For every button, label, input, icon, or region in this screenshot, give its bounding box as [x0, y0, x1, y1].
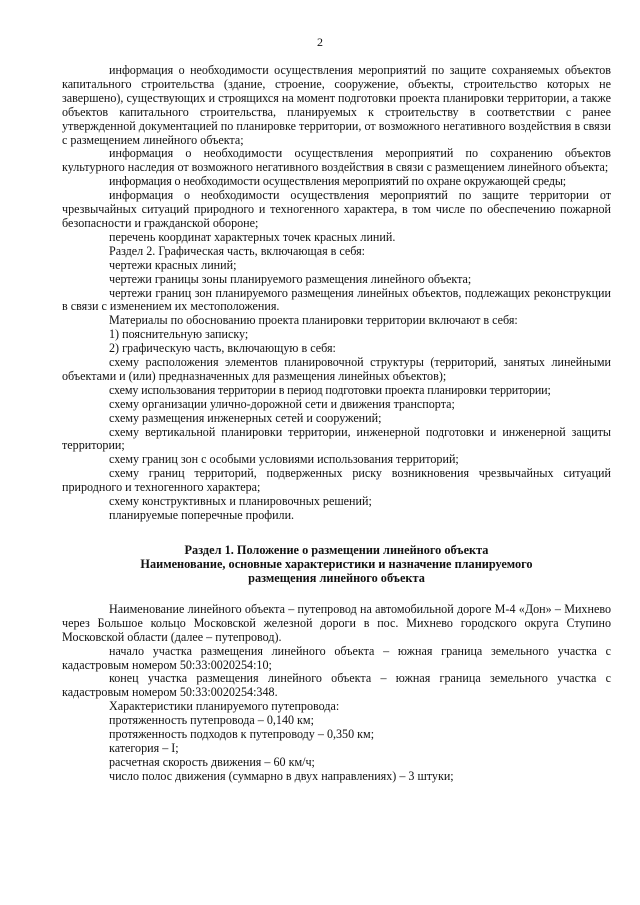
paragraph: информация о необходимости осуществления мероприятий по защите сохраняемых объектов капитального строительства (здание, строение, сооружение, объекты, строительство которых не завершено), существующих и строящихся на момент подготовки проекта планировки территории, а также объектов капитального строительства, планируемых к строительству в соответствии с ранее утвержденной документацией по планировке территории, от возможного негативного воздействия в связи с размещением линейного объекта; — [62, 63, 611, 147]
paragraph: протяженность подходов к путепроводу – 0,350 км; — [109, 727, 375, 742]
paragraph: конец участка размещения линейного объекта – южная граница земельного участка с кадастровым номером 50:33:0020254:348. — [62, 671, 611, 700]
document-body — [62, 64, 611, 784]
paragraph: число полос движения (суммарно в двух направлениях) – 3 штуки; — [109, 768, 454, 783]
section-subheading: Наименование, основные характеристики и назначение планируемого — [140, 556, 533, 571]
paragraph: Раздел 2. Графическая часть, включающая в себя: — [109, 243, 366, 258]
paragraph: информация о необходимости осуществления мероприятий по защите территории от чрезвычайных ситуаций природного и техногенного характера, в том числе по обеспечению пожарной безопасности и гражданской обороне; — [62, 188, 611, 230]
page-number: 2 — [317, 35, 323, 49]
paragraph: схему размещения инженерных сетей и сооружений; — [109, 410, 382, 425]
paragraph: Материалы по обоснованию проекта планировки территории включают в себя: — [109, 313, 518, 328]
paragraph: чертежи границ зон планируемого размещения линейных объектов, подлежащих реконструкции в связи с изменением их местоположения. — [62, 285, 611, 314]
section-heading: Раздел 1. Положение о размещении линейного объекта — [184, 542, 489, 557]
paragraph: начало участка размещения линейного объекта – южная граница земельного участка с кадастровым номером 50:33:0020254:10; — [62, 643, 611, 672]
paragraph: информация о необходимости осуществления мероприятий по охране окружающей среды; — [109, 174, 567, 189]
paragraph: схему организации улично-дорожной сети и движения транспорта; — [109, 396, 455, 411]
section-subheading: размещения линейного объекта — [248, 570, 425, 585]
paragraph: схему конструктивных и планировочных решений; — [109, 494, 372, 509]
paragraph: Характеристики планируемого путепровода: — [109, 699, 340, 714]
paragraph: информация о необходимости осуществления мероприятий по сохранению объектов культурного наследия от возможного негативного воздействия в связи с размещением линейного объекта; — [62, 146, 611, 175]
paragraph: Наименование линейного объекта – путепровод на автомобильной дороге М-4 «Дон» – Михнево через Большое кольцо Московской железной дороги в пос. Михнево городского округа Ступино Московской области (далее – путепровод). — [62, 601, 611, 644]
paragraph: схему расположения элементов планировочной структуры (территорий, занятых линейными объектами и (или) предназначенных для размещения линейных объектов); — [62, 355, 611, 383]
paragraph: расчетная скорость движения – 60 км/ч; — [109, 754, 315, 769]
paragraph: планируемые поперечные профили. — [109, 508, 295, 522]
paragraph: категория – I; — [109, 740, 179, 755]
paragraph: схему использования территории в период подготовки проекта планировки территории; — [109, 382, 551, 397]
paragraph: чертежи красных линий; — [109, 257, 237, 272]
paragraph: 1) пояснительную записку; — [109, 327, 249, 342]
paragraph: 2) графическую часть, включающую в себя: — [109, 341, 336, 356]
paragraph: схему границ зон с особыми условиями использования территорий; — [109, 452, 459, 467]
paragraph: схему вертикальной планировки территории, инженерной подготовки и инженерной защиты территории; — [62, 424, 611, 453]
paragraph: схему границ территорий, подверженных риску возникновения чрезвычайных ситуаций природного и техногенного характера; — [62, 466, 611, 495]
paragraph: протяженность путепровода – 0,140 км; — [109, 713, 314, 728]
paragraph: чертежи границы зоны планируемого размещения линейного объекта; — [109, 271, 472, 286]
paragraph: перечень координат характерных точек красных линий. — [109, 229, 396, 244]
